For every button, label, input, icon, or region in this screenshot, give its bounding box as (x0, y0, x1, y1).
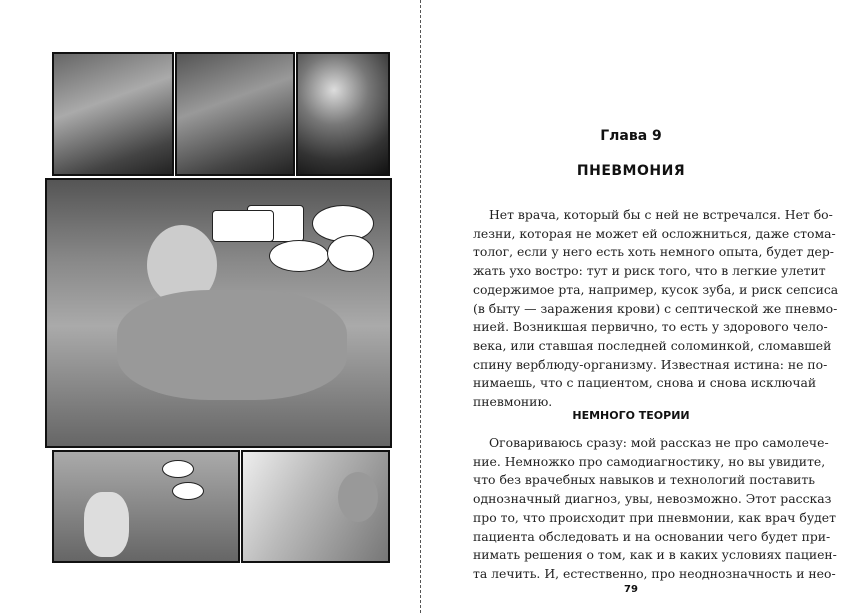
doctor-face (338, 472, 378, 522)
chapter-title: ПНЕВМОНИЯ (576, 163, 686, 179)
text-line: спину верблюду-организму. Известная истина: не по- (473, 356, 828, 372)
page-fold-divider (420, 0, 421, 613)
text-line: что без врачебных навыков и технологий поставить (473, 472, 815, 488)
text-line: Нет врача, который бы с ней не встречался. Нет бо- (489, 207, 833, 222)
text-line: нимать решения о том, как и в каких условиях пациен- (473, 547, 837, 563)
thought-cloud (327, 235, 374, 272)
paragraph-2 (473, 434, 837, 584)
text-line: однозначный диагноз, увы, невозможно. Этот рассказ (473, 491, 832, 507)
wheelchair-figure (84, 492, 129, 557)
comic-panel-doctor-closeup (241, 450, 390, 563)
bed-blanket (117, 290, 347, 400)
comic-panel-patient-lying-2 (175, 52, 295, 176)
text-line: толог, если у него есть хоть немного опыта, будет дер- (473, 244, 834, 260)
text-line: нией. Возникшая первично, то есть у здорового чело- (473, 319, 828, 335)
text-line: содержимое рта, например, кусок зуба, и риск сепсиса (473, 281, 839, 297)
comic-panel-patient-lying (52, 52, 174, 176)
text-line: ние. Немножко про самодиагностику, но вы увидите, (473, 453, 826, 469)
text-line: пациента обследовать и на основании чего будет при- (473, 528, 831, 544)
speech-bubble (172, 482, 204, 500)
text-line: та лечить. И, естественно, про неоднозначность и нео- (473, 565, 836, 581)
text-line: лезни, которая не может ей осложниться, даже стома- (473, 225, 836, 241)
comic-panel-wheelchair (52, 450, 240, 563)
text-line: про то, что происходит при пневмонии, как врач будет (473, 509, 836, 525)
speech-bubble (269, 240, 329, 272)
chapter-number: Глава 9 (600, 128, 662, 144)
comic-panel-doctors (296, 52, 390, 176)
text-line: Оговариваюсь сразу: мой рассказ не про самолече- (489, 435, 829, 450)
speech-bubble (212, 210, 274, 242)
text-line: нимаешь, что с пациентом, снова и снова исключай (473, 375, 817, 391)
text-line: века, или ставшая последней соломинкой, сломавшей (473, 337, 832, 353)
text-line: пневмонию. (473, 394, 553, 410)
section-heading: НЕМНОГО ТЕОРИИ (572, 409, 690, 422)
page-number: 79 (624, 584, 638, 595)
comic-panel-patient-in-bed (45, 178, 392, 448)
paragraph-1 (473, 206, 839, 412)
speech-bubble (162, 460, 194, 478)
text-line: жать ухо востро: тут и риск того, что в легкие улетит (473, 263, 826, 279)
text-line: (в быту — заражения крови) с септической же пневмо- (473, 300, 838, 316)
